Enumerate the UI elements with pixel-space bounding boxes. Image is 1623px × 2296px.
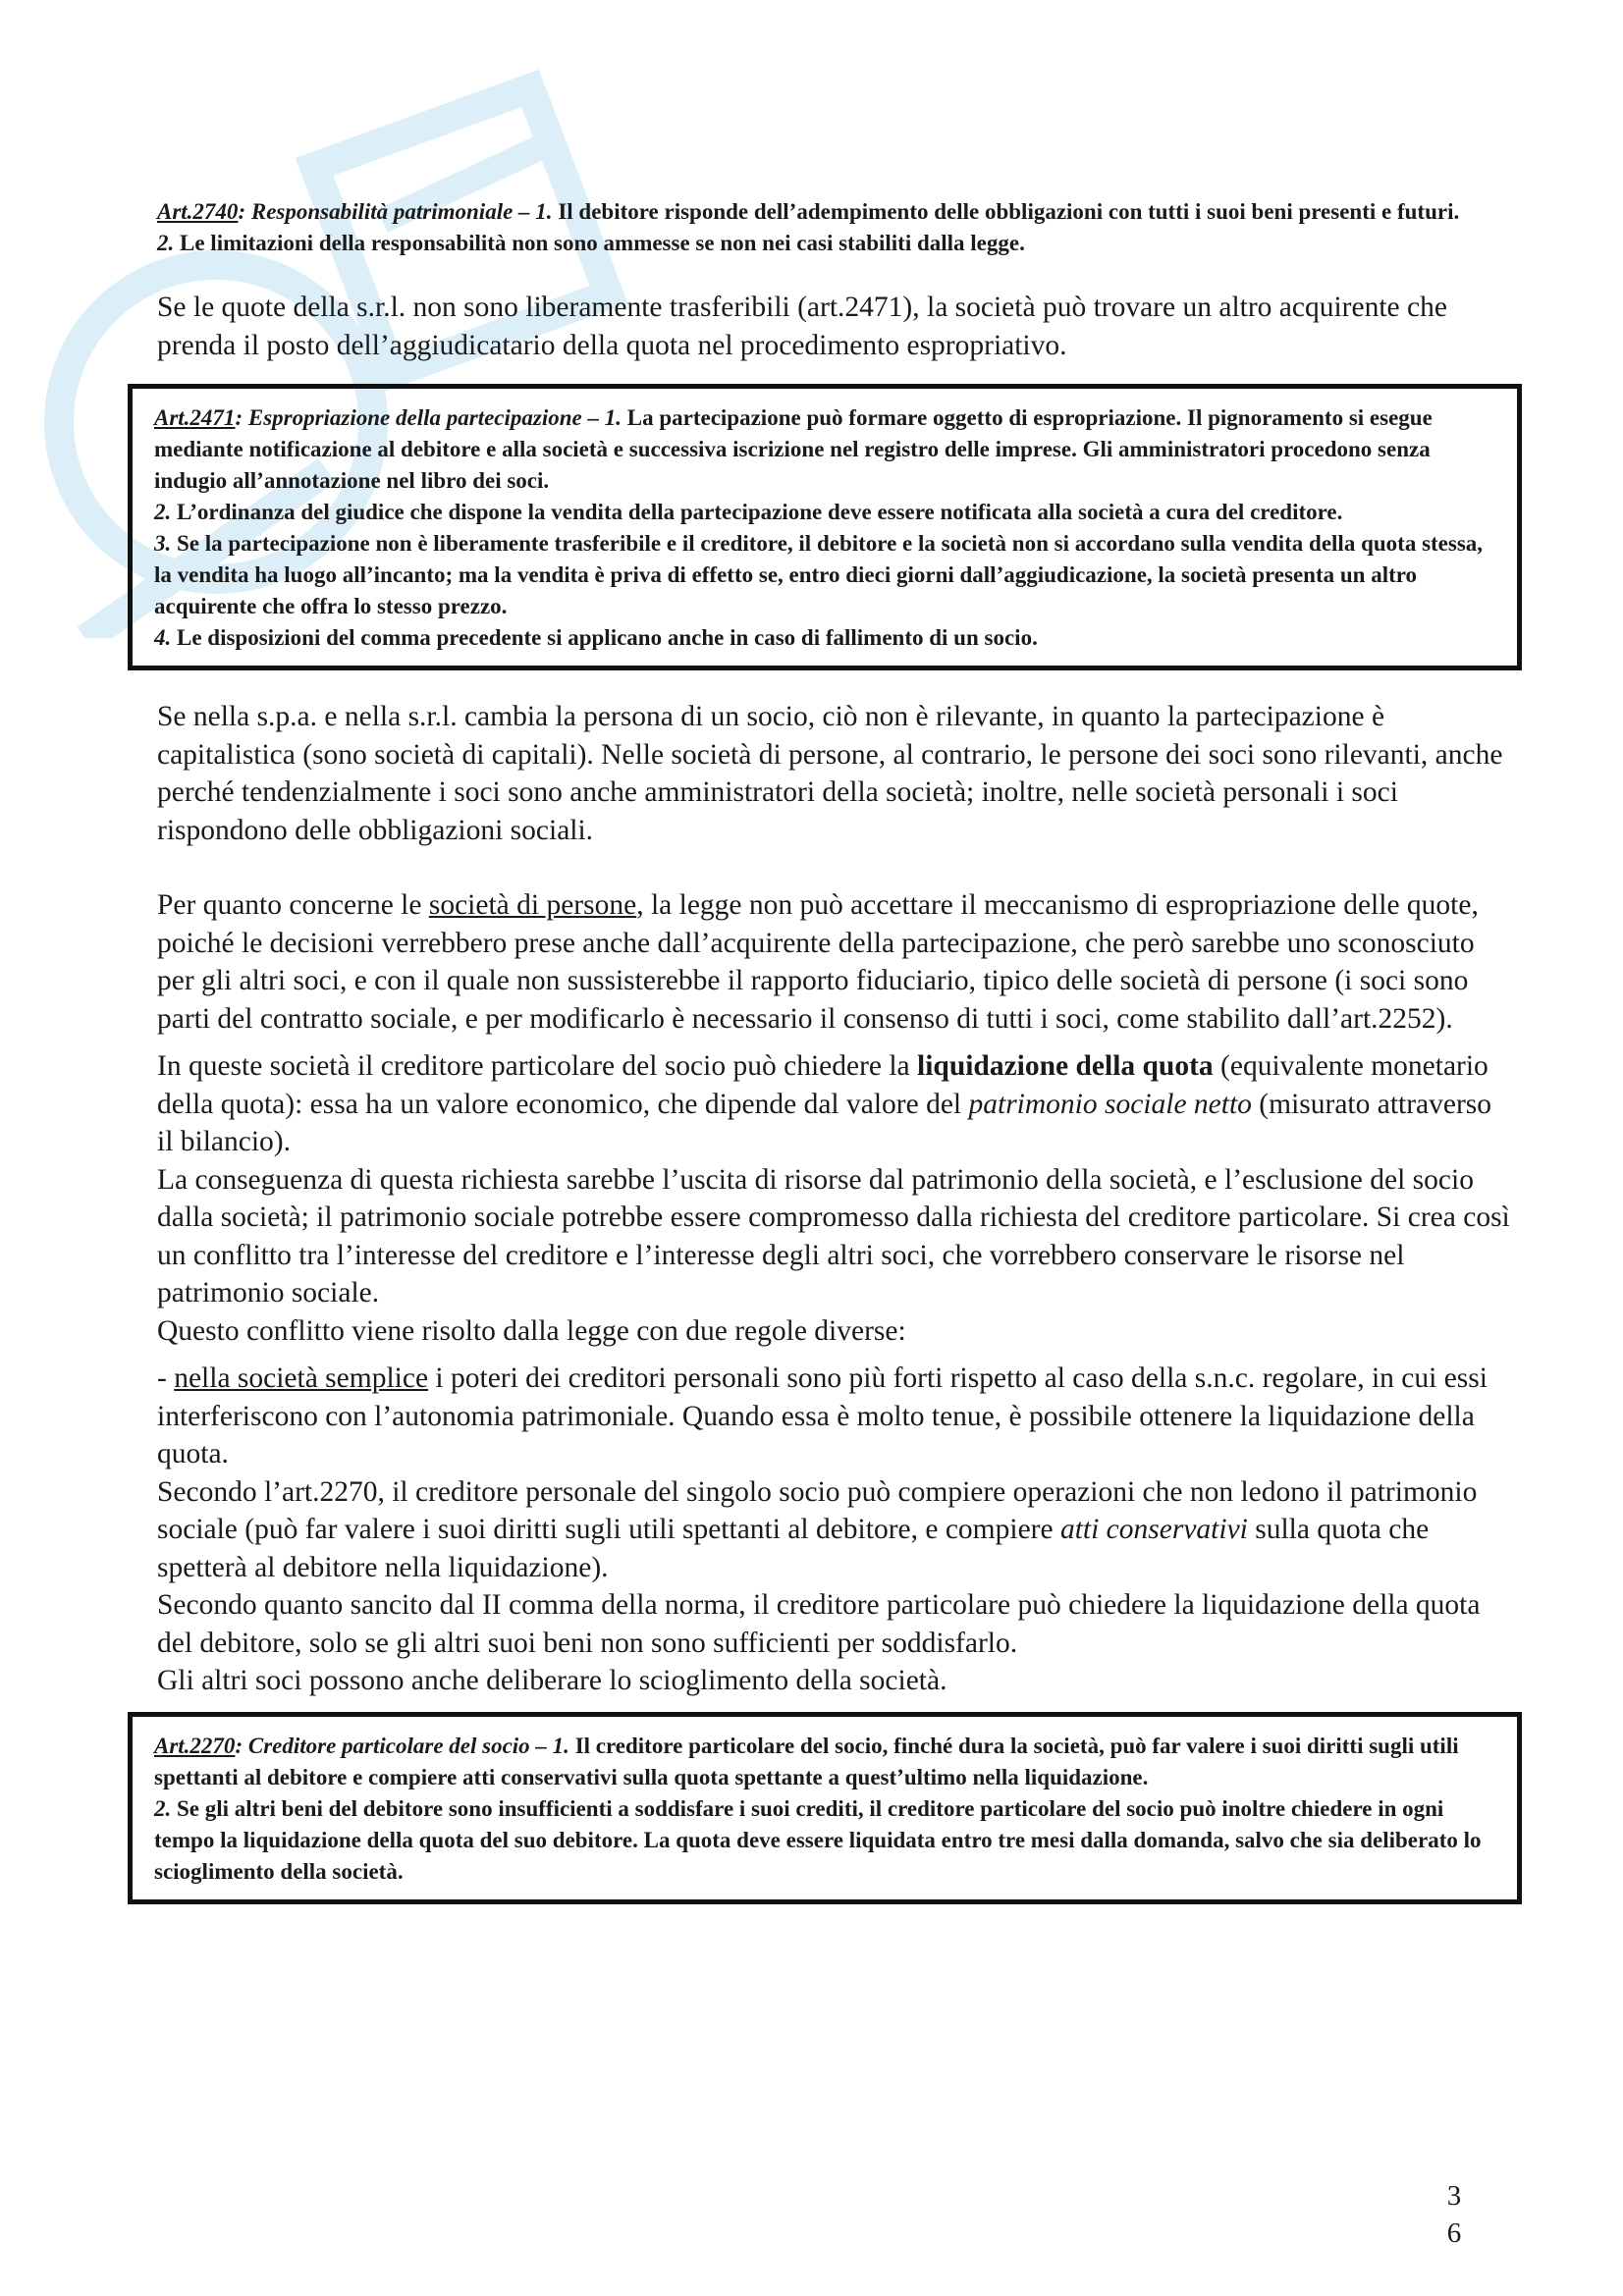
bold-term: liquidazione della quota <box>917 1050 1214 1082</box>
text-run: Questo conflitto viene risolto dalla legge con due regole diverse: <box>157 1314 906 1347</box>
paragraph-societa-semplice <box>157 1360 1512 1700</box>
text-run: In queste società il creditore particolare del socio può chiedere la <box>157 1050 918 1082</box>
paragraph-capital-companies: Se nella s.p.a. e nella s.r.l. cambia la persona di un socio, ciò non è rilevante, in quanto la partecipazione è capitalistica (sono società di capitali). Nelle società di persone, al contrario, le persone dei soci sono rilevanti, anche perché tendenzialmente i soci sono anche amministratori della società; inoltre, nelle società personali i soci rispondono delle obbligazioni sociali. <box>157 701 1503 846</box>
article-ref: Art.2740 <box>157 199 239 224</box>
comma-number: 3. <box>154 531 172 556</box>
text-run: , la legge non può accettare il meccanismo di espropriazione delle quote, poiché le decisioni verrebbero prese anche dall’acquirente della partecipazione, che però sarebbe uno sconosciuto per gli altri soci, e con il quale non sussisterebbe il rapporto fiduciario, tipico delle società di persone (i soci sono parti del contratto sociale, e per modificarlo è necessario il consenso di tutti i soci, come stabilito dall’art.2252). <box>157 889 1479 1035</box>
article-ref: Art.2270 <box>154 1733 236 1758</box>
comma-number: 2. <box>154 1795 172 1821</box>
article-comma-3: Se la partecipazione non è liberamente trasferibile e il creditore, il debitore e la società non si accordano sulla vendita della quota stessa, la vendita ha luogo all’incanto; ma la vendita è priva di effetto se, entro dieci giorni dall’aggiudicazione, la società presenta un altro acquirente che offra lo stesso prezzo. <box>154 531 1484 618</box>
article-comma-1: Il creditore particolare del socio, finché dura la società, può far valere i suoi diritti sugli utili spettanti al debitore e compiere atti conservativi sulla quota spettante a quest’ultimo nella liquidazione. <box>154 1733 1459 1789</box>
italic-term: patrimonio sociale netto <box>968 1088 1252 1120</box>
text-run: (equivalente monetario della quota): essa ha un valore economico, che dipende dal valore del <box>157 1050 1488 1120</box>
article-title: : Creditore particolare del socio – 1. <box>235 1733 569 1758</box>
article-2270-box <box>128 1712 1522 1904</box>
text-run: sulla quota che spetterà al debitore nella liquidazione). <box>157 1514 1430 1583</box>
text-run: Gli altri soci possono anche deliberare lo scioglimento della società. <box>157 1665 947 1696</box>
article-2740-quote <box>157 196 1512 259</box>
article-title: : Espropriazione della partecipazione – 1. <box>235 405 622 430</box>
page-number-line-2: 6 <box>1446 2217 1462 2249</box>
comma-number: 4. <box>154 625 172 650</box>
paragraph-partnerships <box>157 886 1512 1038</box>
article-title: : Responsabilità patrimoniale – 1. <box>238 199 553 224</box>
list-dash: - <box>157 1362 175 1394</box>
paragraph-srl-quote: Se le quote della s.r.l. non sono liberamente trasferibili (art.2471), la società può trovare un altro acquirente che prenda il posto dell’aggiudicatario della quota nel procedimento espropriativo. <box>157 292 1447 361</box>
article-comma-1: Il debitore risponde dell’adempimento delle obbligazioni con tutti i suoi beni presenti e futuri. <box>552 199 1460 224</box>
article-comma-2: Se gli altri beni del debitore sono insufficienti a soddisfare i suoi crediti, il creditore particolare del socio può inoltre chiedere in ogni tempo la liquidazione della quota del suo debitore. La quota deve essere liquidata entro tre mesi dalla domanda, salvo che sia deliberato lo scioglimento della società. <box>154 1795 1482 1884</box>
article-comma-1: La partecipazione può formare oggetto di espropriazione. Il pignoramento si esegue mediante notificazione al debitore e alla società e successiva iscrizione nel registro delle imprese. Gli amministratori procedono senza indugio all’annotazione nel libro dei soci. <box>154 405 1433 493</box>
text-run: La conseguenza di questa richiesta sarebbe l’uscita di risorse dal patrimonio della società, e l’esclusione del socio dalla società; il patrimonio sociale potrebbe essere compromesso dalla richiesta del creditore particolare. Si crea così un conflitto tra l’interesse del creditore e l’interesse degli altri soci, che vorrebbero conservare le risorse nel patrimonio sociale. <box>157 1163 1510 1308</box>
italic-term: atti conservativi <box>1059 1514 1248 1545</box>
article-comma-2: L’ordinanza del giudice che dispone la vendita della partecipazione deve essere notificata alla società a cura del creditore. <box>171 500 1343 524</box>
paragraph-liquidation <box>157 1047 1512 1350</box>
comma-number: 2. <box>157 231 175 255</box>
text-run: i poteri dei creditori personali sono più forti rispetto al caso della s.n.c. regolare, in cui essi interferiscono con l’autonomia patrimoniale. Quando essa è molto tenue, è possibile ottenere la liquidazione della quota. <box>157 1362 1488 1469</box>
page-number <box>1439 2177 1469 2252</box>
page-content <box>154 196 1512 1904</box>
page-number-line-1: 3 <box>1446 2180 1462 2212</box>
text-run: Per quanto concerne le <box>157 889 429 921</box>
article-ref: Art.2471 <box>154 405 236 430</box>
comma-number: 2. <box>154 500 172 524</box>
underlined-term: società di persone <box>428 889 637 921</box>
underlined-term: nella società semplice <box>174 1362 429 1394</box>
text-run: (misurato attraverso il bilancio). <box>157 1088 1492 1157</box>
text-run: Secondo quanto sancito dal II comma della norma, il creditore particolare può chiedere la liquidazione della quota del debitore, solo se gli altri suoi beni non sono sufficienti per soddisfarlo. <box>157 1589 1481 1659</box>
text-run: Secondo l’art.2270, il creditore personale del singolo socio può compiere operazioni che non ledono il patrimonio sociale (può far valere i suoi diritti sugli utili spettanti al debitore, e compiere <box>157 1475 1478 1545</box>
article-comma-2: Le limitazioni della responsabilità non sono ammesse se non nei casi stabiliti dalla legge. <box>174 231 1025 255</box>
article-comma-4: Le disposizioni del comma precedente si applicano anche in caso di fallimento di un socio. <box>171 625 1038 650</box>
article-2471-box <box>128 384 1522 670</box>
